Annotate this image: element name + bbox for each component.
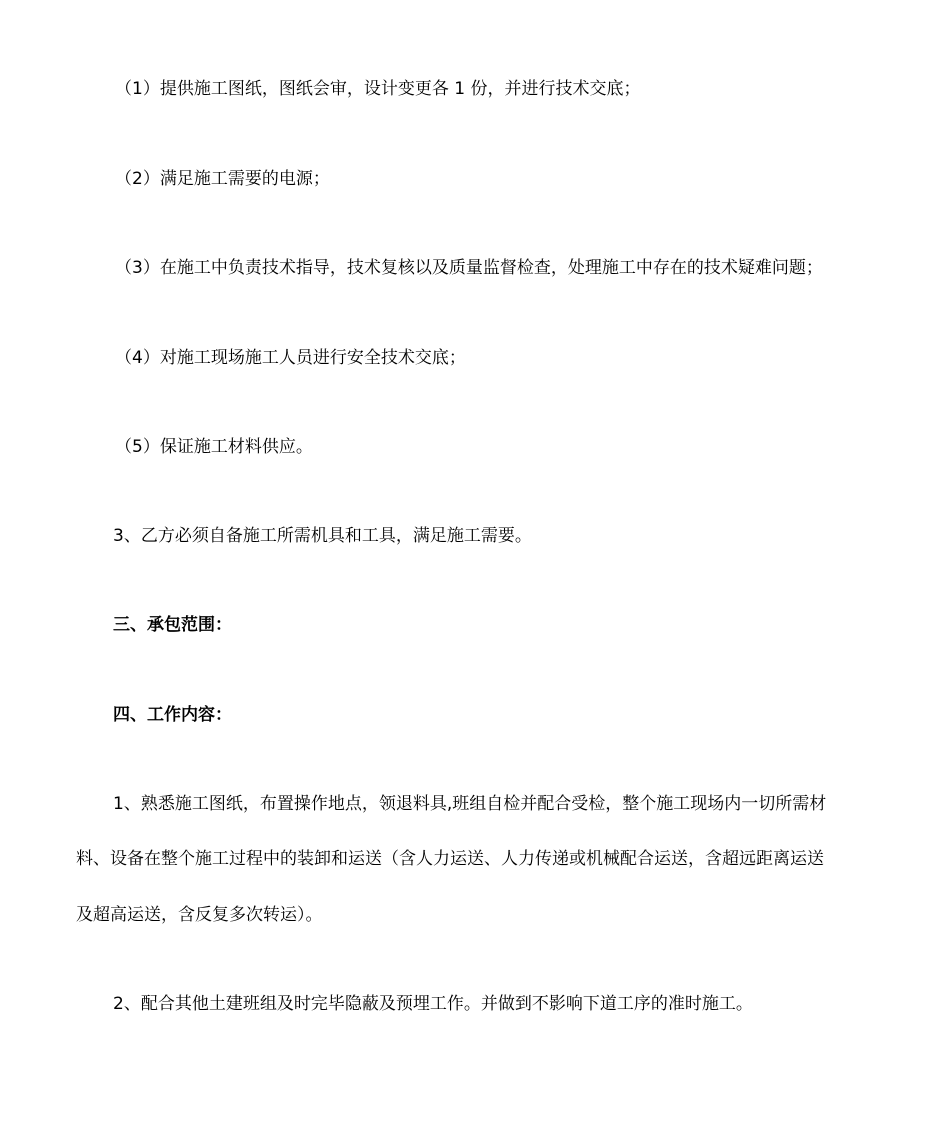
- requirement-item-4: （4）对施工现场施工人员进行安全技术交底；: [115, 348, 466, 368]
- work-item-1-line-1: 1、熟悉施工图纸，布置操作地点，领退料具,班组自检并配合受检，整个施工现场内一切所需材: [113, 794, 827, 814]
- requirement-item-5: （5）保证施工材料供应。: [115, 437, 313, 457]
- section-heading-work-content: 四、工作内容：: [113, 705, 232, 725]
- requirement-item-2: （2）满足施工需要的电源；: [115, 169, 330, 189]
- party-b-tools-clause: 3、乙方必须自备施工所需机具和工具，满足施工需要。: [113, 526, 532, 546]
- work-item-1-line-2: 料、设备在整个施工过程中的装卸和运送（含人力运送、人力传递或机械配合运送，含超远距离运送: [76, 849, 824, 869]
- work-item-1-line-3: 及超高运送，含反复多次转运）。: [76, 905, 323, 925]
- work-item-2: 2、配合其他土建班组及时完毕隐蔽及预埋工作。并做到不影响下道工序的准时施工。: [113, 994, 753, 1014]
- section-heading-scope: 三、承包范围：: [113, 615, 232, 635]
- requirement-item-3: （3）在施工中负责技术指导，技术复核以及质量监督检查，处理施工中存在的技术疑难问题；: [115, 258, 823, 278]
- requirement-item-1: （1）提供施工图纸，图纸会审，设计变更各 1 份，并进行技术交底；: [115, 79, 641, 99]
